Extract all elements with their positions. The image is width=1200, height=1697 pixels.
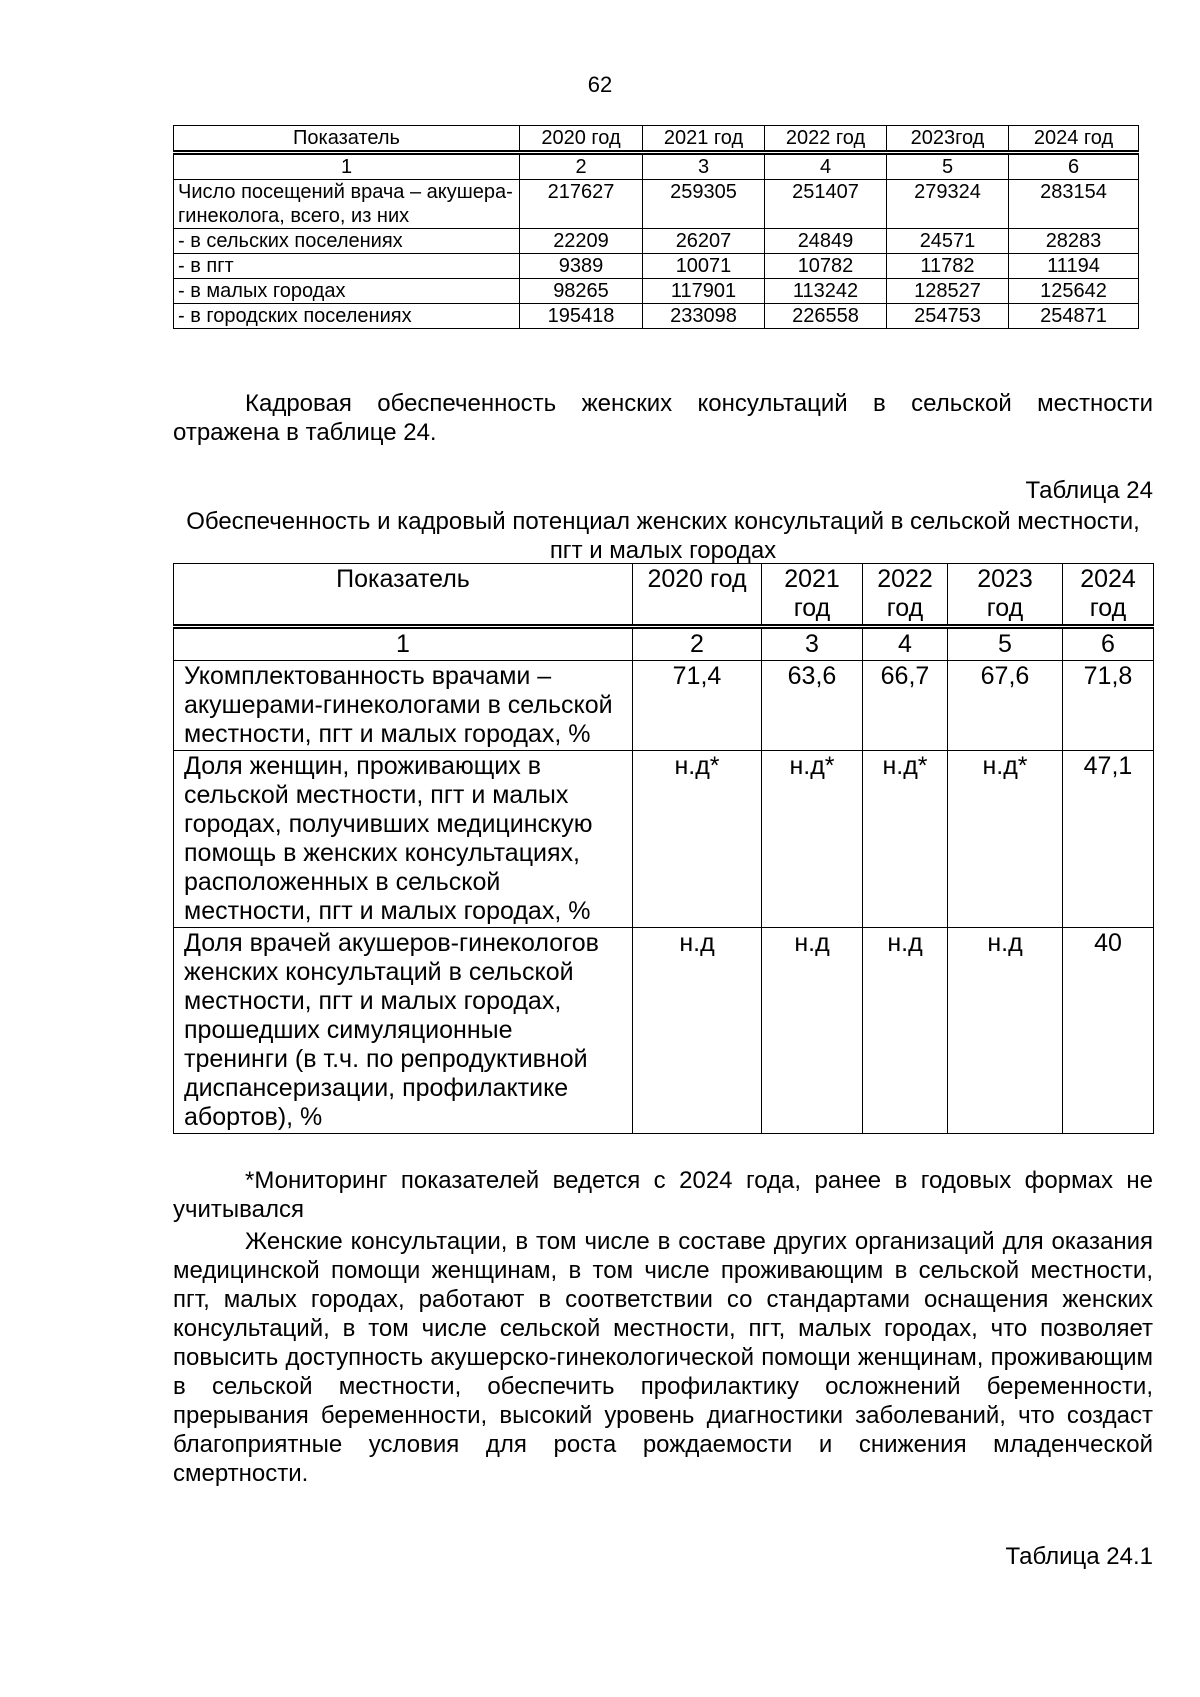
- table-cell: 233098: [643, 304, 765, 329]
- row-label: Укомплектованность врачами – акушерами-гинекологами в сельской местности, пгт и малых городах, %: [174, 661, 633, 751]
- column-number: 6: [1009, 153, 1139, 180]
- table-cell: 22209: [520, 229, 643, 254]
- column-number: 4: [765, 153, 887, 180]
- table-cell: н.д: [863, 928, 948, 1134]
- table-row: [174, 304, 1139, 329]
- staffing-table-header: 2020 год: [633, 564, 762, 627]
- next-table-number: Таблица 24.1: [1005, 1543, 1153, 1570]
- table-cell: н.д: [762, 928, 863, 1134]
- table-cell: 24849: [765, 229, 887, 254]
- row-label: Число посещений врача – акушера-гинеколога, всего, из них: [174, 180, 520, 229]
- table-cell: 226558: [765, 304, 887, 329]
- intro-paragraph: Кадровая обеспеченность женских консультаций в сельской местности отражена в таблице 24.: [173, 390, 1153, 446]
- staffing-table-column-numbers: [174, 627, 1154, 661]
- column-number: 6: [1063, 627, 1154, 661]
- column-number: 5: [887, 153, 1009, 180]
- column-number: 1: [174, 627, 633, 661]
- visits-table-header: 2023год: [887, 126, 1009, 153]
- table-cell: 217627: [520, 180, 643, 229]
- column-number: 4: [863, 627, 948, 661]
- page-number: 62: [587, 72, 613, 97]
- visits-table-header: 2022 год: [765, 126, 887, 153]
- body-paragraph: Женские консультации, в том числе в составе других организаций для оказания медицинской помощи женщинам, в том числе проживающим в сельской местности, пгт, малых городах, работают в соответствии со стандартами оснащения женских консультаций, в том числе сельской местности, пгт, малых городах, что позволяет повысить доступность акушерско-гинекологической помощи женщинам, проживающим в сельской местности, обеспечить профилактику осложнений беременности, прерывания беременности, высокий уровень диагностики заболеваний, что создаст благоприятные условия для роста рождаемости и снижения младенческой смертности.: [173, 1228, 1153, 1487]
- visits-table-header: Показатель: [174, 126, 520, 153]
- staffing-table: [173, 563, 1154, 1134]
- table-caption: Обеспеченность и кадровый потенциал женских консультаций в сельской местности, пгт и малых городах: [186, 508, 1140, 564]
- visits-table-header: 2020 год: [520, 126, 643, 153]
- staffing-table-header: 2022 год: [863, 564, 948, 627]
- column-number: 3: [762, 627, 863, 661]
- table-cell: 24571: [887, 229, 1009, 254]
- footnote: *Мониторинг показателей ведется с 2024 года, ранее в годовых формах не учитывался: [173, 1167, 1153, 1223]
- column-number: 2: [520, 153, 643, 180]
- column-number: 2: [633, 627, 762, 661]
- table-cell: н.д*: [863, 751, 948, 928]
- table-row: [174, 229, 1139, 254]
- table-number: Таблица 24: [1025, 477, 1153, 504]
- column-number: 1: [174, 153, 520, 180]
- visits-table-header: 2021 год: [643, 126, 765, 153]
- visits-table-header-row: [174, 126, 1139, 153]
- column-number: 3: [643, 153, 765, 180]
- table-cell: 117901: [643, 279, 765, 304]
- table-cell: н.д*: [762, 751, 863, 928]
- table-row: [174, 661, 1154, 751]
- staffing-table-header-row: [174, 564, 1154, 627]
- table-row: [174, 279, 1139, 304]
- table-cell: 125642: [1009, 279, 1139, 304]
- table-cell: 11194: [1009, 254, 1139, 279]
- table-cell: 40: [1063, 928, 1154, 1134]
- table-cell: 71,4: [633, 661, 762, 751]
- staffing-table-header: Показатель: [174, 564, 633, 627]
- table-row: [174, 751, 1154, 928]
- table-cell: 71,8: [1063, 661, 1154, 751]
- table-cell: 67,6: [948, 661, 1063, 751]
- staffing-table-header: 2024 год: [1063, 564, 1154, 627]
- table-cell: 10071: [643, 254, 765, 279]
- visits-table: [173, 125, 1139, 329]
- table-cell: 279324: [887, 180, 1009, 229]
- staffing-table-header: 2023 год: [948, 564, 1063, 627]
- table-cell: 283154: [1009, 180, 1139, 229]
- row-label: Доля врачей акушеров-гинекологов женских консультаций в сельской местности, пгт и малых городах, прошедших симуляционные тренинги (в т.ч. по репродуктивной диспансеризации, профилактике абортов), %: [174, 928, 633, 1134]
- table-row: [174, 180, 1139, 229]
- visits-table-column-numbers: [174, 153, 1139, 180]
- visits-table-header: 2024 год: [1009, 126, 1139, 153]
- table-cell: 254871: [1009, 304, 1139, 329]
- row-label: - в малых городах: [174, 279, 520, 304]
- column-number: 5: [948, 627, 1063, 661]
- table-cell: н.д*: [948, 751, 1063, 928]
- table-cell: 26207: [643, 229, 765, 254]
- staffing-table-header: 2021 год: [762, 564, 863, 627]
- table-cell: 195418: [520, 304, 643, 329]
- table-cell: 251407: [765, 180, 887, 229]
- table-cell: 259305: [643, 180, 765, 229]
- table-row: [174, 254, 1139, 279]
- table-cell: 66,7: [863, 661, 948, 751]
- row-label: - в сельских поселениях: [174, 229, 520, 254]
- table-cell: 113242: [765, 279, 887, 304]
- table-cell: 28283: [1009, 229, 1139, 254]
- table-cell: 63,6: [762, 661, 863, 751]
- row-label: Доля женщин, проживающих в сельской местности, пгт и малых городах, получивших медицинскую помощь в женских консультациях, расположенных в сельской местности, пгт и малых городах, %: [174, 751, 633, 928]
- table-cell: 128527: [887, 279, 1009, 304]
- row-label: - в городских поселениях: [174, 304, 520, 329]
- table-cell: 254753: [887, 304, 1009, 329]
- table-cell: н.д: [948, 928, 1063, 1134]
- table-cell: н.д*: [633, 751, 762, 928]
- table-cell: 9389: [520, 254, 643, 279]
- table-cell: 98265: [520, 279, 643, 304]
- table-cell: 47,1: [1063, 751, 1154, 928]
- table-cell: 11782: [887, 254, 1009, 279]
- table-cell: 10782: [765, 254, 887, 279]
- table-cell: н.д: [633, 928, 762, 1134]
- row-label: - в пгт: [174, 254, 520, 279]
- table-row: [174, 928, 1154, 1134]
